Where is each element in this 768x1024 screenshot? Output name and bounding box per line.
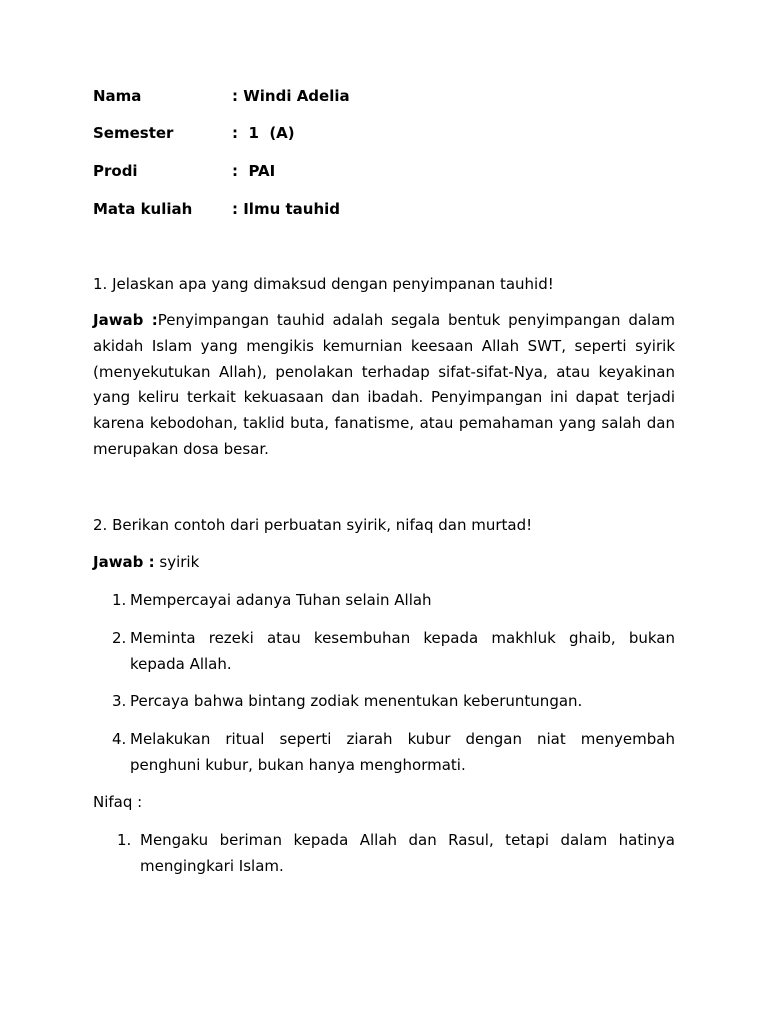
answer-1-label: Jawab : bbox=[93, 311, 158, 329]
list-item-number: 3. bbox=[112, 692, 127, 710]
list-item bbox=[112, 689, 675, 715]
answer-1-text: Penyimpangan tauhid adalah segala bentuk penyimpangan dalam akidah Islam yang mengikis kemurnian keesaan Allah SWT, seperti syirik (menyekutukan Allah), penolakan terhadap sifat-sifat-Nya, atau keyakinan yang keliru terkait kekuasaan dan ibadah. Penyimpangan ini dapat terjadi karena kebodohan, taklid buta, fanatisme, atau pemahaman yang salah dan merupakan dosa besar. bbox=[93, 311, 676, 458]
list-item-text: Meminta rezeki atau kesembuhan kepada makhluk ghaib, bukan kepada Allah. bbox=[130, 629, 675, 673]
mata-kuliah-value: : Ilmu tauhid bbox=[232, 200, 341, 218]
list-item bbox=[112, 727, 675, 778]
list-item bbox=[117, 828, 675, 879]
answer-2-topic: syirik bbox=[154, 553, 200, 571]
list-item bbox=[112, 588, 675, 614]
list-item bbox=[112, 626, 675, 677]
mata-kuliah-label: Mata kuliah bbox=[93, 200, 193, 218]
list-item-text: Mempercayai adanya Tuhan selain Allah bbox=[130, 591, 432, 609]
question-1: 1. Jelaskan apa yang dimaksud dengan penyimpanan tauhid! bbox=[93, 275, 554, 293]
list-item-number: 1. bbox=[117, 831, 132, 849]
question-2: 2. Berikan contoh dari perbuatan syirik, nifaq dan murtad! bbox=[93, 516, 533, 534]
prodi-label: Prodi bbox=[93, 162, 138, 180]
answer-2-heading bbox=[93, 552, 199, 572]
answer-2-label: Jawab : bbox=[93, 553, 155, 571]
semester-value: : 1 (A) bbox=[232, 124, 295, 142]
list-item-number: 2. bbox=[112, 629, 127, 647]
list-item-text: Melakukan ritual seperti ziarah kubur dengan niat menyembah penghuni kubur, bukan hanya menghormati. bbox=[130, 730, 675, 774]
list-item-number: 4. bbox=[112, 730, 127, 748]
list-item-number: 1. bbox=[112, 591, 127, 609]
nifaq-heading: Nifaq : bbox=[93, 793, 143, 811]
nama-value: : Windi Adelia bbox=[232, 87, 350, 105]
list-item-text: Mengaku beriman kepada Allah dan Rasul, tetapi dalam hatinya mengingkari Islam. bbox=[140, 831, 675, 875]
prodi-value: : PAI bbox=[232, 162, 276, 180]
nama-label: Nama bbox=[93, 87, 142, 105]
semester-label: Semester bbox=[93, 124, 174, 142]
list-item-text: Percaya bahwa bintang zodiak menentukan keberuntungan. bbox=[130, 692, 583, 710]
answer-1 bbox=[93, 308, 675, 463]
